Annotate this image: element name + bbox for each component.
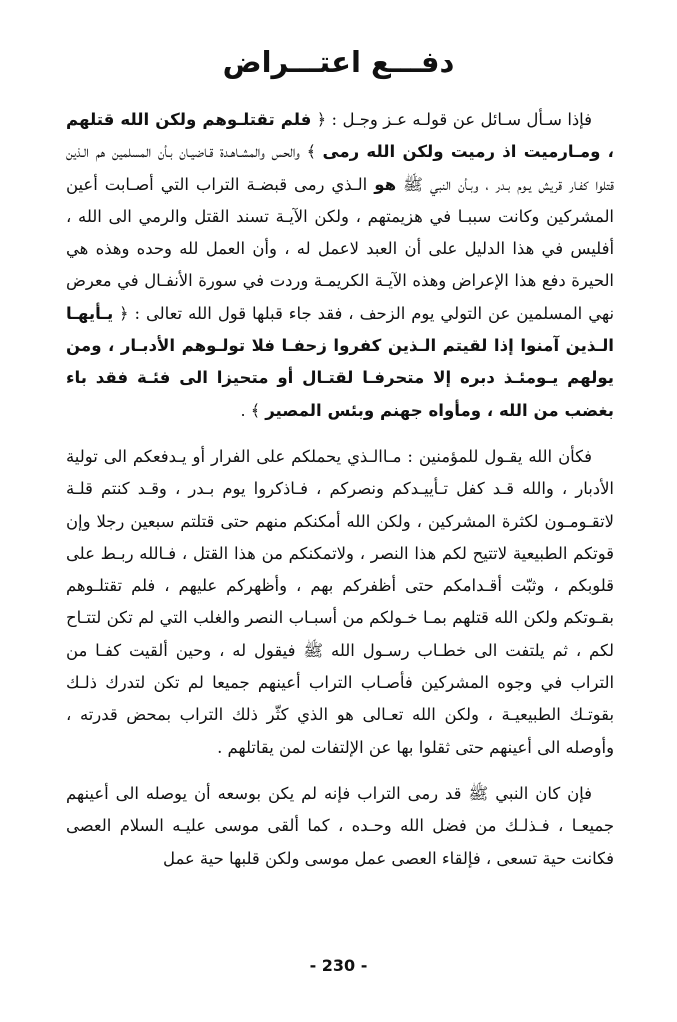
page-number: - 230 - — [309, 956, 368, 975]
body-text-segment: والحس والمشـاهـدة قـاضيـان بـأن المسلمين هم الـذين قتلوا كفـار قريش يـوم بـدر ، وبـأن النبي ﷺ — [66, 142, 614, 194]
quran-ornate-bracket: ﴿ — [113, 303, 129, 323]
paragraph-3 — [66, 778, 614, 875]
paragraph-2 — [66, 441, 614, 764]
paragraph-1 — [66, 104, 614, 427]
body-text-segment: فإن كان النبي ﷺ قد رمى التراب فإنه لم يكن بوسعه أن يوصله الى أعينهم جميعـا ، فـذلـك من فضل الله وحـده ، كما ألقى موسى عليـه السلام العصى فكانت حية تسعى ، فإلقاء العصى عمل موسى ولكن قلبها حية عمل — [66, 783, 614, 868]
body-text-segment: الـذي رمى قبضـة التراب التي أصـابت أعين المشركين وكانت سببـا في هزيمتهم ، ولكن الآيـة تسند القتل والرمي الى الله ، أفليس في هذا الدليل على أن العبد لاعمل له ، وأن العمل لله وحده وهذه هي الحيرة دفع هذا الإعراض وهذه الآيـة الكريمـة وردت في سورة الأنفـال في معرض نهي المسلمين عن التولي يوم الزحف ، فقد جاء قبلها قول الله تعالى : — [66, 174, 615, 323]
quran-ornate-bracket: ﴾ . — [240, 400, 266, 420]
quran-verse-text: فلم تقتلـوهم ولكن الله قتلهم ، ومـارميت اذ رميت ولكن الله رمى — [66, 110, 614, 162]
section-title: دفـــع اعتـــراض — [222, 45, 455, 79]
body-text-segment: فكأن الله يقـول للمؤمنين : مـاالـذي يحملكم على الفرار أو يـدفعكم الى تولية الأدبار ، والله قـد كفل تـأييـدكم ونصركم ، فـاذكروا يوم بـدر ، وقـد كنتم قلـة لاتقـومـون لكثرة المشركين ، ولكن الله أمكنكم منهم حتى قتلتم سبعين رجلا وإن قوتكم الطبيعية لاتتيح لكم هذا النصر ، ولاتمكنكم من هذا القتل ، فـالله ربـط على قلوبكم ، وثبّت أقـدامكم حتى أظفركم بهم ، وأظهركم عليهم ، فلم تقتلـوهم بقـوتكم ولكن الله قتلهم بمـا خـولكم من أسبـاب النصر والغلب التي لم تكن لتتـاح لكم ، ثم يلتفت الى خطـاب رسـول الله ﷺ فيقول له ، وحين ألقيت كفـا من التراب في وجوه المشركين فأصـاب التراب أعينهم جميعا لم تكن لتدرك ذلـك بقوتـك الطبيعيـة ، ولكن الله تعـالى هو الذي كثّر ذلك التراب بمحض قدرته ، وأوصله الى أعينهم حتى ثقلوا بها عن الإلتفات لمن يقاتلهم . — [66, 446, 614, 757]
body-text — [66, 104, 614, 875]
quran-verse-text: يـأيهـا الـذين آمنوا إذا لقيتم الـذين كفروا زحفـا فلا تولـوهم الأدبـار ، ومن يولهم يـومئـذ دبره إلا متحرفـا لقتـال أو متحيزا الى فئـة فقد باء بغضب من الله ، ومأواه جهنم وبئس المصير — [66, 303, 614, 420]
quran-ornate-bracket: ﴿ — [311, 110, 327, 129]
body-text-segment: فإذا سـأل سـائل عن قولـه عـز وجـل : — [326, 110, 593, 129]
quran-verse-text: هو — [374, 174, 397, 194]
quran-ornate-bracket: ﴾ — [306, 142, 323, 162]
